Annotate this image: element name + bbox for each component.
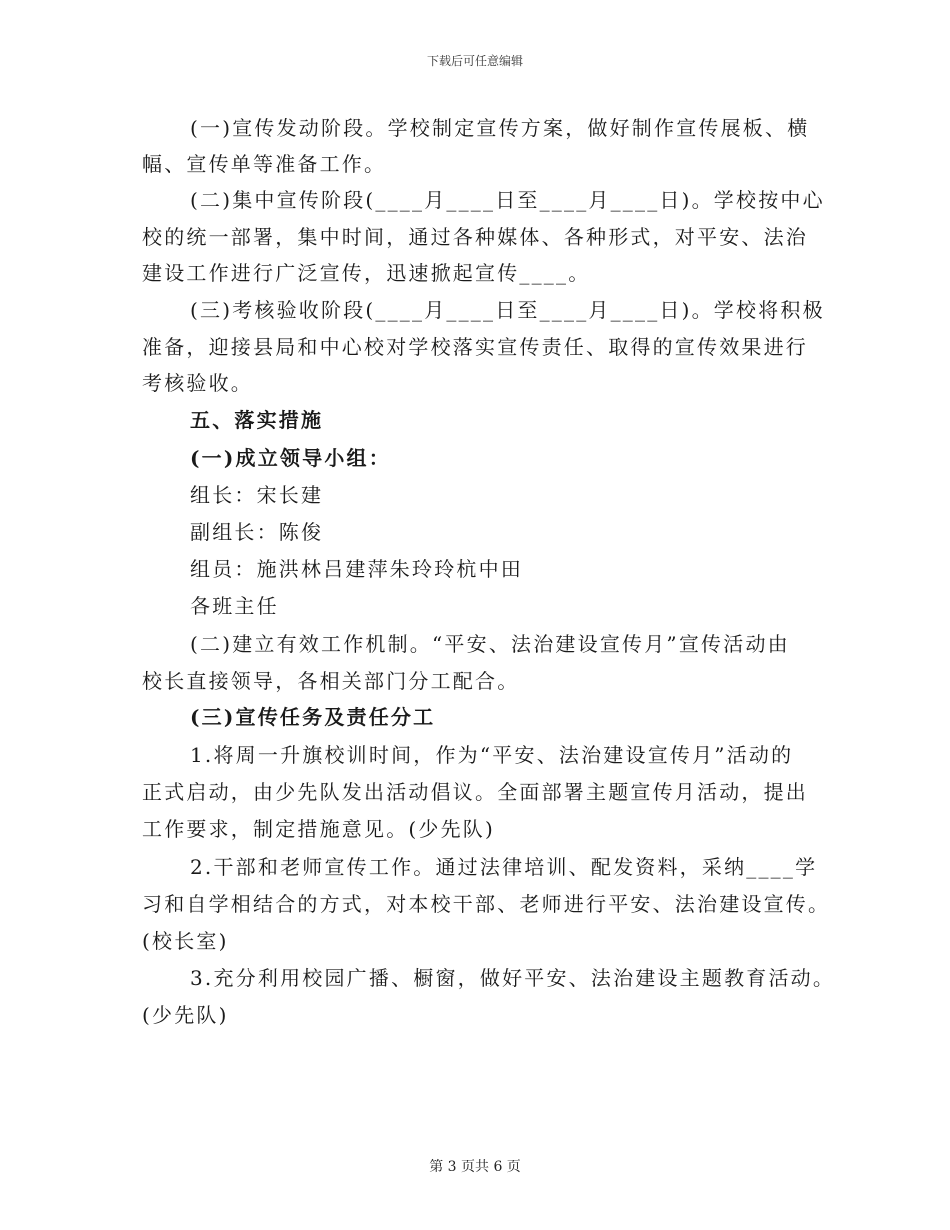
list-item-line: 正式启动，由少先队发出活动倡议。全面部署主题宣传月活动，提出 xyxy=(142,780,808,804)
paragraph-line: 建设工作进行广泛宣传，迅速掀起宣传____。 xyxy=(142,261,591,285)
list-item-line: 1.将周一升旗校训时间，作为“平安、法治建设宣传月”活动的 xyxy=(190,743,794,767)
leader-line: 组长：宋长建 xyxy=(190,483,324,507)
list-item-line: (校长室) xyxy=(142,929,229,953)
subsection-heading: (三)宣传任务及责任分工 xyxy=(190,705,436,729)
paragraph-line: (一)宣传发动阶段。学校制定宣传方案，做好制作宣传展板、横 xyxy=(190,116,810,140)
deputy-leader-line: 副组长：陈俊 xyxy=(190,520,324,544)
list-item-line: 2.干部和老师宣传工作。通过法律培训、配发资料，采纳____学 xyxy=(190,855,818,879)
section-heading: 五、落实措施 xyxy=(190,408,324,432)
paragraph-line: (三)考核验收阶段(____月____日至____月____日)。学校将积极 xyxy=(190,298,825,322)
list-item-line: 习和自学相结合的方式，对本校干部、老师进行平安、法治建设宣传。 xyxy=(142,892,831,916)
paragraph-line: 准备，迎接县局和中心校对学校落实宣传责任、取得的宣传效果进行 xyxy=(142,335,808,359)
paragraph-line: (二)集中宣传阶段(____月____日至____月____日)。学校按中心 xyxy=(190,188,825,212)
list-item-line: (少先队) xyxy=(142,1003,229,1027)
members-line: 组员：施洪林吕建萍朱玲玲杭中田 xyxy=(190,557,523,581)
list-item-line: 3.充分利用校园广播、橱窗，做好平安、法治建设主题教育活动。 xyxy=(190,966,836,990)
paragraph-line: 校的统一部署，集中时间，通过各种媒体、各种形式，对平安、法治 xyxy=(142,225,808,249)
members-line: 各班主任 xyxy=(190,594,279,618)
subsection-heading: (一)成立领导小组： xyxy=(190,446,391,470)
paragraph-line: 校长直接领导，各相关部门分工配合。 xyxy=(142,669,520,693)
page-number-footer: 第 3 页共 6 页 xyxy=(429,1159,521,1175)
page-header-note: 下载后可任意编辑 xyxy=(426,54,523,68)
paragraph-line: 考核验收。 xyxy=(142,371,253,395)
paragraph-line: 幅、宣传单等准备工作。 xyxy=(142,152,387,176)
list-item-line: 工作要求，制定措施意见。(少先队) xyxy=(142,817,496,841)
paragraph-line: (二)建立有效工作机制。“平安、法治建设宣传月”宣传活动由 xyxy=(190,632,790,656)
